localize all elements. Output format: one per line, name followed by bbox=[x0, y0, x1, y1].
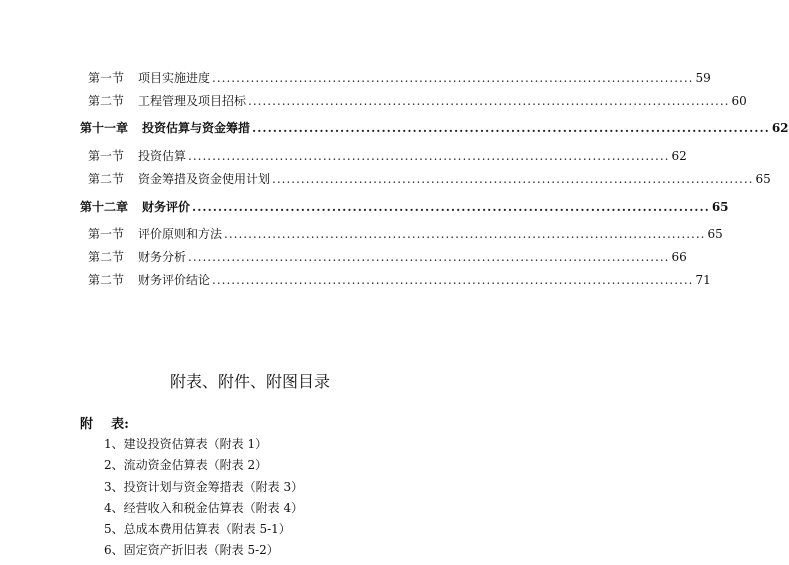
toc-leader-dots: .................................................................................................... bbox=[192, 200, 710, 214]
toc-entry[interactable] bbox=[88, 270, 711, 290]
toc-entry-page: 65 bbox=[755, 172, 771, 186]
toc-entry-page: 60 bbox=[731, 94, 747, 108]
appendix-list-item[interactable]: 4、经营收入和税金估算表（附表 4） bbox=[104, 501, 304, 515]
toc-entry[interactable] bbox=[88, 169, 771, 189]
toc-entry-page: 62 bbox=[671, 149, 687, 163]
toc-entry-number: 第十一章 bbox=[80, 121, 129, 135]
toc-entry-number: 第二节 bbox=[88, 172, 125, 186]
toc-entry-page: 71 bbox=[695, 273, 711, 287]
toc-entry-page: 65 bbox=[711, 200, 729, 214]
toc-entry[interactable] bbox=[88, 91, 747, 111]
toc-entry-title: 投资估算 bbox=[138, 149, 187, 163]
toc-entry-title: 财务分析 bbox=[138, 250, 187, 264]
toc-entry-number: 第二节 bbox=[88, 94, 125, 108]
toc-entry-number: 第一节 bbox=[88, 149, 125, 163]
toc-entry-title: 项目实施进度 bbox=[138, 71, 211, 85]
toc-entry[interactable] bbox=[88, 224, 723, 244]
toc-entry-title: 工程管理及项目招标 bbox=[138, 94, 247, 108]
toc-entry-number: 第一节 bbox=[88, 227, 125, 241]
appendix-heading: 附表、附件、附图目录 bbox=[169, 372, 330, 391]
toc-entry-title: 财务评价 bbox=[142, 200, 191, 214]
appendix-list-item[interactable]: 2、流动资金估算表（附表 2） bbox=[104, 458, 268, 472]
toc-entry-number: 第一节 bbox=[88, 71, 125, 85]
toc-entry-title: 投资估算与资金筹措 bbox=[142, 121, 251, 135]
toc-leader-dots: .................................................................................................... bbox=[212, 273, 694, 287]
toc-entry[interactable] bbox=[88, 68, 711, 88]
toc-leader-dots: .................................................................................................... bbox=[252, 121, 770, 135]
toc-entry-page: 65 bbox=[707, 227, 723, 241]
toc-entry-title: 评价原则和方法 bbox=[138, 227, 223, 241]
toc-leader-dots: .................................................................................................... bbox=[188, 149, 670, 163]
toc-leader-dots: .................................................................................................... bbox=[224, 227, 706, 241]
appendix-list-item[interactable]: 3、投资计划与资金筹措表（附表 3） bbox=[104, 480, 304, 494]
toc-entry-number: 第二节 bbox=[88, 273, 125, 287]
toc-leader-dots: .................................................................................................... bbox=[248, 94, 730, 108]
toc-entry-page: 66 bbox=[671, 250, 687, 264]
toc-entry-page: 62 bbox=[771, 121, 789, 135]
appendix-list-item[interactable]: 5、总成本费用估算表（附表 5-1） bbox=[104, 522, 291, 536]
toc-entry-number: 第二节 bbox=[88, 250, 125, 264]
toc-entry-number: 第十二章 bbox=[80, 200, 129, 214]
appendix-list-item[interactable]: 6、固定资产折旧表（附表 5-2） bbox=[104, 543, 279, 557]
appendix-table-label: 附 表: bbox=[80, 417, 129, 432]
toc-leader-dots: .................................................................................................... bbox=[212, 71, 694, 85]
toc-entry-title: 资金筹措及资金使用计划 bbox=[138, 172, 271, 186]
toc-chapter-entry[interactable] bbox=[80, 118, 789, 138]
toc-entry[interactable] bbox=[88, 247, 687, 267]
toc-leader-dots: .................................................................................................... bbox=[188, 250, 670, 264]
toc-entry-page: 59 bbox=[695, 71, 711, 85]
toc-leader-dots: .................................................................................................... bbox=[272, 172, 754, 186]
toc-entry-title: 财务评价结论 bbox=[138, 273, 211, 287]
toc-chapter-entry[interactable] bbox=[80, 197, 729, 217]
appendix-list-item[interactable]: 1、建设投资估算表（附表 1） bbox=[104, 437, 268, 451]
toc-entry[interactable] bbox=[88, 146, 687, 166]
